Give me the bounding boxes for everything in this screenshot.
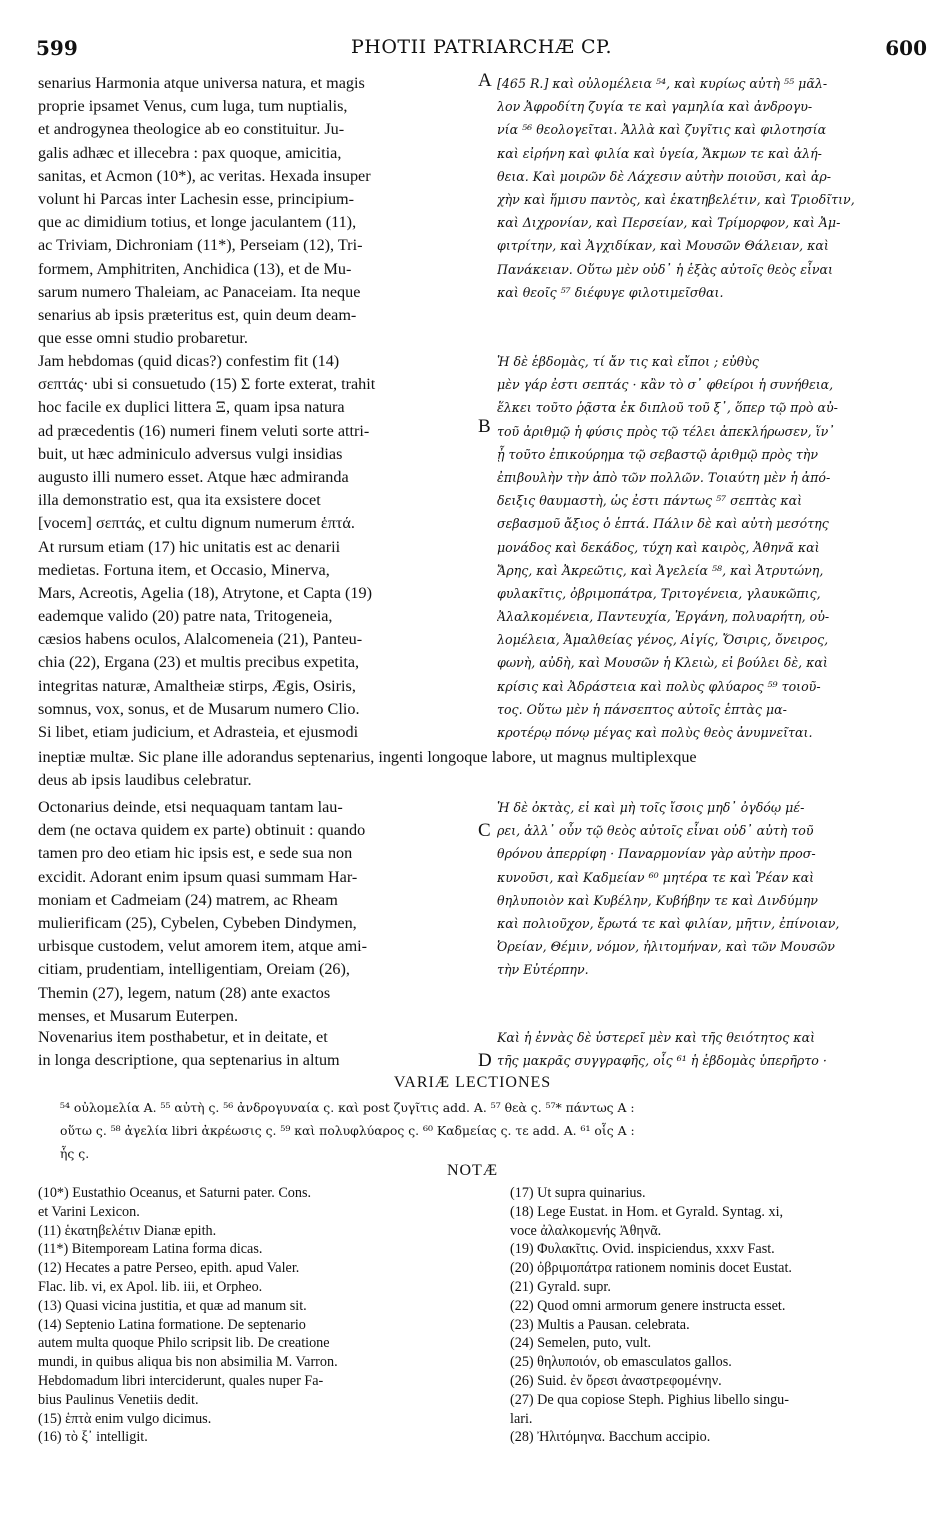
text-line: Ἄρης, καὶ Ἀκρεῶτις, καὶ Ἀγελεία ⁵⁸, καὶ Ἀτρυτώνη,: [497, 562, 824, 578]
text-line: citiam, prudentiam, intelligentiam, Oreiam (26),: [38, 960, 350, 979]
text-line: ἕλκει τοῦτο ῥᾷστα ἐκ διπλοῦ τοῦ ξ᾽, ὅπερ τῷ πρὸ αὐ-: [497, 400, 838, 416]
text-line: volunt hi Parcas inter Lachesin esse, principium-: [38, 189, 355, 208]
text-line: καὶ πολιοῦχον, ἔρωτά τε καὶ φιλίαν, μῆτιν, ἐπίνοιαν,: [497, 915, 840, 931]
text-line: lari.: [510, 1410, 533, 1427]
text-line: Hebdomadum libri interciderunt, quales nuper Fa-: [38, 1372, 324, 1389]
text-line: Novenarius item posthabetur, et in deitate, et: [38, 1028, 328, 1046]
text-line: ᾖ τοῦτο ἐπικούρημα τῷ σεβαστῷ ἀριθμῷ πρὸς τὴν: [497, 446, 819, 462]
text-line: que esse omni studio probaretur.: [38, 329, 248, 348]
text-line: τοῦ ἀριθμῷ ἡ φύσις πρὸς τῷ τέλει ἀπεκλήρωσεν, ἵν᾽: [497, 423, 835, 439]
text-line: in longa descriptione, qua septenarius in altum: [38, 1051, 340, 1070]
text-line: Ἡ δὲ ὀκτὰς, εἰ καὶ μὴ τοῖς ἴσοις μηδ᾽ ὀγδόῳ μέ-: [497, 800, 805, 815]
text-line: buit, ut hæc adminiculo adversus vulgi insidias: [38, 444, 343, 463]
text-line: senarius ab ipsis præteritus est, quin deum deam-: [38, 305, 357, 324]
text-line: (17) Ut supra quinarius.: [510, 1185, 646, 1201]
text-line: (28) Ἠλιτόμηνα. Bacchum accipio.: [510, 1429, 711, 1446]
text-line: δειξις θαυμαστὴ, ὡς ἐστι πάντως ⁵⁷ σεπτὰς καὶ: [497, 493, 803, 509]
text-line: (21) Gyrald. supr.: [510, 1278, 611, 1295]
text-line: θεια. Καὶ μοιρῶν δὲ Λάχεσιν αὐτὴν ποιοῦσι, καὶ ἀρ-: [497, 168, 831, 184]
right-page-number: 600: [885, 36, 927, 60]
text-line: Ὀρείαν, Θέμιν, νόμον, ἠλιτομήναν, καὶ τῶν Μουσῶν: [497, 939, 835, 955]
text-line: λομέλεια, Ἀμαλθείας γένος, Αἰγίς, Ὄσιρις, ὄνειρος,: [497, 632, 829, 648]
latin-column-d: [38, 1026, 488, 1072]
text-line: (16) τὸ ξ᾽ intelligit.: [38, 1429, 148, 1446]
text-line: μὲν γάρ ἐστι σεπτάς · κἂν τὸ σ᾽ φθείροι ἡ συνήθεια,: [497, 377, 834, 393]
text-line: ineptiæ multæ. Sic plane ille adorandus septenarius, ingenti longoque labore, ut magnus multiplexque: [38, 748, 697, 766]
text-line: ⁵⁴ οὐλομελία A. ⁵⁵ αὐτὴ ς. ⁵⁶ ἀνδρογυναία ς. καὶ post ζυγῖτις add. A. ⁵⁷ θεὰ ς. ⁵⁷* πάντως A :: [60, 1100, 635, 1115]
greek-column-a: [497, 72, 935, 304]
text-line: (24) Semelen, puto, vult.: [510, 1335, 652, 1352]
text-line: (15) ἑπτὰ enim vulgo dicimus.: [38, 1410, 212, 1427]
text-line: Flac. lib. vi, ex Apol. lib. iii, et Orpheo.: [38, 1278, 263, 1295]
text-line: proprie ipsamet Venus, cum luga, tum nuptialis,: [38, 97, 348, 116]
text-line: integritas naturæ, Amaltheiæ stirps, Ægis, Osiris,: [38, 676, 356, 695]
text-line: οὕτω ς. ⁵⁸ ἀγελία libri ἀκρέωσις ς. ⁵⁹ καὶ πολυφλύαρος ς. ⁶⁰ Καδμείας ς. τε add. A. ⁶¹ οἷς A :: [60, 1123, 635, 1139]
text-line: Ἡ δὲ ἑβδομὰς, τί ἄν τις καὶ εἴποι ; εὐθὺς: [497, 354, 759, 369]
text-line: τὴν Εὐτέρπην.: [497, 962, 589, 978]
text-line: τῆς μακρᾶς συγγραφῆς, οἷς ⁶¹ ἡ ἑβδομὰς ὑπερῆρτο ·: [497, 1053, 827, 1069]
text-line: mundi, in quibus aliqua bis non absimilia M. Varron.: [38, 1354, 338, 1371]
text-line: σεπτάς· ubi si consuetudo (15) Σ forte exterat, trahit: [38, 375, 376, 394]
text-line: Themin (27), legem, natum (28) ante exactos: [38, 983, 331, 1002]
text-line: (18) Lege Eustat. in Hom. et Gyrald. Syntag. xi,: [510, 1203, 784, 1220]
text-line: (12) Hecates a patre Perseo, epith. apud Valer.: [38, 1260, 300, 1277]
text-line: senarius Harmonia atque universa natura, et magis: [38, 74, 365, 92]
greek-column-d: [497, 1026, 935, 1072]
section-marker-c: C: [478, 820, 491, 841]
running-title: PHOTII PATRIARCHÆ CP.: [350, 36, 613, 58]
text-line: eademque valido (20) patre nata, Tritogeneia,: [38, 607, 333, 626]
latin-column-b: [38, 350, 488, 744]
text-line: sanitas, et Acmon (10*), ac veritas. Hexada insuper: [38, 166, 371, 185]
text-line: (27) De qua copiose Steph. Pighius libello singu-: [510, 1391, 789, 1408]
text-line: tamen pro deo etiam hic ipsis est, e sede sua non: [38, 844, 353, 863]
text-line: illa demonstratio est, qua ita exsistere docet: [38, 491, 321, 510]
text-line: ac Triviam, Dichroniam (11*), Perseiam (12), Tri-: [38, 236, 363, 255]
greek-column-b: [497, 350, 935, 744]
text-line: κρίσις καὶ Ἀδράστεια καὶ πολὺς φλύαρος ⁵⁹ τοιοῦ-: [497, 678, 821, 694]
text-line: bius Paulinus Venetiis dedit.: [38, 1391, 199, 1408]
text-line: Jam hebdomas (quid dicas?) confestim fit (14): [38, 352, 340, 370]
full-width-text: [38, 746, 938, 792]
text-line: chia (22), Ergana (23) et multis precibus expetita,: [38, 653, 360, 672]
left-page-number: 599: [36, 36, 78, 60]
notes-left-column: [38, 1184, 498, 1447]
text-line: καὶ θεοῖς ⁵⁷ διέφυγε φιλοτιμεῖσθαι.: [497, 284, 724, 300]
text-line: cæsios habens oculos, Alalcomeneia (21), Panteu-: [38, 630, 363, 649]
text-line: (26) Suid. ἐν ὄρεσι ἀναστρεφομένην.: [510, 1372, 722, 1389]
text-line: ἐπιβουλὴν τὴν ἀπὸ τῶν πολλῶν. Τοιαύτη μὲν ἡ ἀπό-: [497, 469, 831, 485]
text-line: formem, Amphitriten, Anchidica (13), et de Mu-: [38, 259, 352, 278]
notes-right-column: [510, 1184, 940, 1447]
text-line: (10*) Eustathio Oceanus, et Saturni pater. Cons.: [38, 1185, 312, 1201]
text-line: menses, et Musarum Euterpen.: [38, 1006, 239, 1025]
text-line: Octonarius deinde, etsi nequaquam tantam lau-: [38, 798, 343, 816]
greek-column-c: [497, 796, 935, 982]
notae-title: NOTÆ: [446, 1162, 499, 1179]
text-line: (11*) Bitempoream Latina forma dicas.: [38, 1241, 263, 1258]
text-line: (11) ἑκατηβελέτιν Dianæ epith.: [38, 1222, 217, 1239]
text-line: τος. Οὕτω μὲν ἡ πάνσεπτος αὐτοῖς ἑπτὰς μα-: [497, 701, 787, 717]
text-line: autem multa quoque Philo scripsit lib. De creatione: [38, 1335, 330, 1352]
text-line: κυνοῦσι, καὶ Καδμείαν ⁶⁰ μητέρα τε καὶ Ῥέαν καὶ: [497, 869, 815, 885]
text-line: et androgynea theologice ab eo constituitur. Ju-: [38, 120, 345, 139]
text-line: λον Ἀφροδίτη ζυγία τε καὶ γαμηλία καὶ ἀνδρογυ-: [497, 99, 813, 115]
text-line: χὴν καὶ ἥμισυ παντὸς, καὶ ἑκατηβελέτιν, καὶ Τριοδῖτιν,: [497, 191, 855, 207]
text-line: φιτρίτην, καὶ Ἀγχιδίκαν, καὶ Μουσῶν Θάλειαν, καὶ: [497, 238, 829, 254]
latin-column-c: [38, 796, 488, 1028]
text-line: voce ἀλαλκομενής Ἀθηνᾶ.: [510, 1222, 662, 1239]
section-marker-b: B: [478, 416, 491, 437]
text-line: ad præcedentis (16) numeri finem veluti sorte attri-: [38, 421, 370, 440]
text-line: (19) Φυλακῖτις. Ovid. inspiciendus, xxxv Fast.: [510, 1241, 775, 1258]
text-line: μονάδος καὶ δεκάδος, τύχη καὶ καιρὸς, Ἀθηνᾶ καὶ: [497, 539, 820, 555]
text-line: Πανάκειαν. Οὕτω μὲν οὐδ᾽ ἡ ἑξὰς αὐτοῖς θεὸς εἶναι: [497, 261, 833, 277]
text-line: (14) Septenio Latina formatione. De septenario: [38, 1316, 306, 1333]
text-line: καὶ Διχρονίαν, καὶ Περσείαν, καὶ Τρίμορφον, καὶ Ἀμ-: [497, 215, 841, 231]
text-line: [465 R.] καὶ οὐλομέλεια ⁵⁴, καὶ κυρίως αὐτὴ ⁵⁵ μᾶλ-: [497, 76, 828, 91]
section-marker-a: A: [478, 70, 492, 91]
text-line: (25) θηλυποιόν, ob emasculatos gallos.: [510, 1354, 732, 1371]
text-line: Ἀλαλκομένεια, Παντευχία, Ἐργάνη, πολυαρήτη, οὐ-: [497, 609, 830, 625]
latin-column-a: [38, 72, 488, 350]
text-line: ρει, ἀλλ᾽ οὖν τῷ θεὸς αὐτοῖς εἶναι οὐδ᾽ αὐτὴ τοῦ: [497, 823, 814, 839]
text-line: somnus, vox, sonus, et de Musarum numero Clio.: [38, 699, 360, 718]
text-line: νία ⁵⁶ θεολογεῖται. Ἀλλὰ καὶ ζυγῖτις καὶ φιλοτησία: [497, 122, 827, 138]
text-line: Si libet, etiam judicium, et Adrasteia, et ejusmodi: [38, 723, 359, 741]
text-line: Καὶ ἡ ἐννὰς δὲ ὑστερεῖ μὲν καὶ τῆς θειότητος καὶ: [497, 1030, 816, 1045]
page-header: [36, 36, 927, 62]
text-line: (13) Quasi vicina justitia, et quæ ad manum sit.: [38, 1297, 307, 1314]
text-line: (22) Quod omni armorum genere instructa esset.: [510, 1297, 786, 1314]
text-line: σεβασμοῦ ἄξιος ὁ ἑπτά. Πάλιν δὲ καὶ αὐτὴ μεσότης: [497, 516, 829, 532]
text-line: et Varini Lexicon.: [38, 1203, 140, 1220]
text-line: dem (ne octava quidem ex parte) obtinuit : quando: [38, 821, 366, 840]
variae-lectiones: [60, 1098, 940, 1168]
text-line: κροτέρῳ πόνῳ μέγας καὶ πολὺς θεὸς ἀνυμνεῖται.: [497, 725, 813, 740]
text-line: καὶ εἰρήνη καὶ φιλία καὶ ὑγεία, Ἄκμων τε καὶ ἀλή-: [497, 145, 822, 161]
text-line: hoc facile ex duplici littera Ξ, quam ipsa natura: [38, 398, 345, 417]
text-line: (23) Multis a Pausan. celebrata.: [510, 1316, 690, 1333]
text-line: excidit. Adorant enim ipsum quasi summam Har-: [38, 867, 358, 886]
text-line: θηλυποιὸν καὶ Κυβέλην, Κυβήβην τε καὶ Δινδύμην: [497, 892, 818, 908]
text-line: urbisque custodem, velut amorem item, atque ami-: [38, 937, 368, 956]
text-line: augusto illi numero esset. Atque hæc admiranda: [38, 467, 349, 486]
text-line: Mars, Acreotis, Agelia (18), Atrytone, et Capta (19): [38, 583, 373, 602]
text-line: sarum numero Thaleiam, ac Panaceiam. Ita neque: [38, 282, 361, 301]
text-line: θρόνου ἀπερρίφη · Παναρμονίαν γὰρ αὐτὴν προσ-: [497, 846, 816, 862]
text-line: At rursum etiam (17) hic unitatis est ac denarii: [38, 537, 341, 556]
text-line: [vocem] σεπτάς, et cultu dignum numerum ἑπτά.: [38, 514, 355, 533]
text-line: mulierificam (25), Cybelen, Cybeben Dindymen,: [38, 913, 357, 932]
variae-lectiones-title: VARIÆ LECTIONES: [393, 1074, 552, 1091]
section-marker-d: D: [478, 1050, 492, 1071]
text-line: deus ab ipsis laudibus celebratur.: [38, 771, 252, 790]
text-line: ἧς ς.: [60, 1146, 90, 1162]
text-line: que ac dimidium totius, et longe jaculantem (11),: [38, 213, 357, 232]
text-line: φυλακῖτις, ὀβριμοπάτρα, Τριτογένεια, γλαυκῶπις,: [497, 585, 821, 601]
text-line: φωνὴ, αὐδὴ, καὶ Μουσῶν ἡ Κλειὼ, εἰ βούλει δὲ, καὶ: [497, 655, 828, 671]
text-line: moniam et Cadmeiam (24) matrem, ac Rheam: [38, 890, 338, 909]
text-line: galis adhæc et illecebra : pax quoque, amicitia,: [38, 143, 342, 162]
text-line: medietas. Fortuna item, et Occasio, Minerva,: [38, 560, 330, 579]
text-line: (20) ὀβριμοπάτρα rationem nominis docet Eustat.: [510, 1260, 792, 1277]
